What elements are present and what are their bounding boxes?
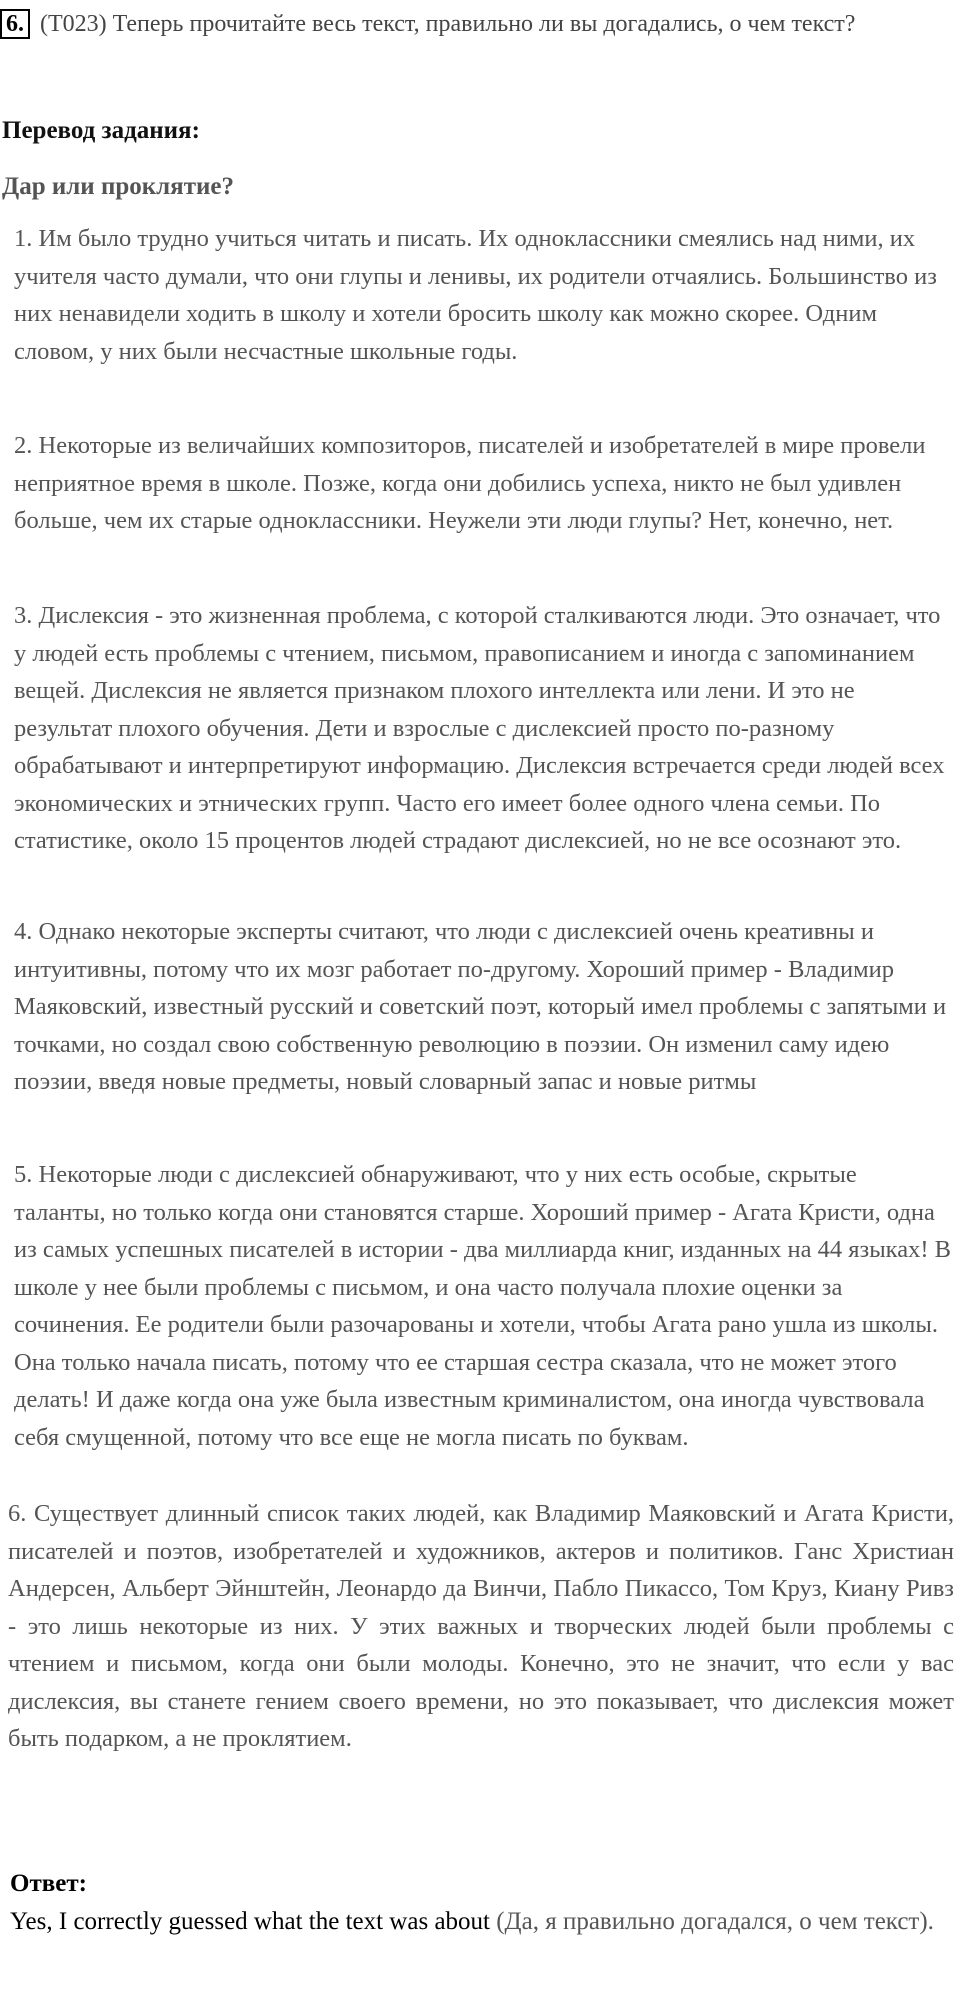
paragraph-4: 4. Однако некоторые эксперты считают, что люди с дислексией очень креативны и интуитивны, потому что их мозг работает по-другому. Хороший пример - Владимир Маяковский, известный русский и советский поэт, который имел проблемы с запятыми и точками, но создал свою собственную революцию в поэзии. Он изменил саму идею поэзии, введя новые предметы, новый словарный запас и новые ритмы [14, 918, 947, 1095]
answer-text [10, 1903, 945, 1940]
answer-russian: (Да, я правильно догадался, о чем текст). [496, 1908, 934, 1935]
answer-english: Yes, I correctly guessed what the text was about [10, 1908, 490, 1935]
paragraph-2: 2. Некоторые из величайших композиторов, писателей и изобретателей в мире провели неприятное время в школе. Позже, когда они добились успеха, никто не был удивлен больше, чем их старые одноклассники. Неужели эти люди глупы? Нет, конечно, нет. [14, 432, 926, 534]
answer-label: Ответ: [10, 1870, 87, 1897]
text-title: Дар или проклятие? [2, 173, 234, 200]
paragraph-5: 5. Некоторые люди с дислексией обнаруживают, что у них есть особые, скрытые таланты, но только когда они становятся старше. Хороший пример - Агата Кристи, одна из самых успешных писателей в истории - два миллиарда книг, изданных на 44 языках! В школе у нее были проблемы с письмом, и она часто получала плохие оценки за сочинения. Ее родители были разочарованы и хотели, чтобы Агата рано ушла из школы. Она только начала писать, потому что ее старшая сестра сказала, что не может этого делать! И даже когда она уже была известным криминалистом, она иногда чувствовала себя смущенной, потому что все еще не могла писать по буквам. [14, 1161, 951, 1451]
task-number: 6. [0, 9, 30, 39]
paragraph-1: 1. Им было трудно учиться читать и писать. Их одноклассники смеялись над ними, их учителя часто думали, что они глупы и ленивы, их родители отчаялись. Большинство из них ненавидели ходить в школу и хотели бросить школу как можно скорее. Одним словом, у них были несчастные школьные годы. [14, 225, 937, 365]
task-question: (T023) Теперь прочитайте весь текст, правильно ли вы догадались, о чем текст? [40, 11, 856, 37]
task-header [0, 6, 950, 43]
paragraph-6: 6. Существует длинный список таких людей, как Владимир Маяковский и Агата Кристи, писателей и поэтов, изобретателей и художников, актеров и политиков. Ганс Христиан Андерсен, Альберт Эйнштейн, Леонардо да Винчи, Пабло Пикассо, Том Круз, Киану Ривз - это лишь некоторые из них. У этих важных и творческих людей были проблемы с чтением и письмом, когда они были молоды. Конечно, это не значит, что если у вас дислексия, вы станете гением своего времени, но это показывает, что дислексия может быть подарком, а не проклятием. [8, 1500, 954, 1752]
translation-heading: Перевод задания: [2, 117, 200, 144]
paragraph-3: 3. Дислексия - это жизненная проблема, с которой сталкиваются люди. Это означает, что у людей есть проблемы с чтением, письмом, правописанием и иногда с запоминанием вещей. Дислексия не является признаком плохого интеллекта или лени. И это не результат плохого обучения. Дети и взрослые с дислексией просто по-разному обрабатывают и интерпретируют информацию. Дислексия встречается среди людей всех экономических и этнических групп. Часто его имеет более одного члена семьи. По статистике, около 15 процентов людей страдают дислексией, но не все осознают это. [14, 602, 945, 854]
